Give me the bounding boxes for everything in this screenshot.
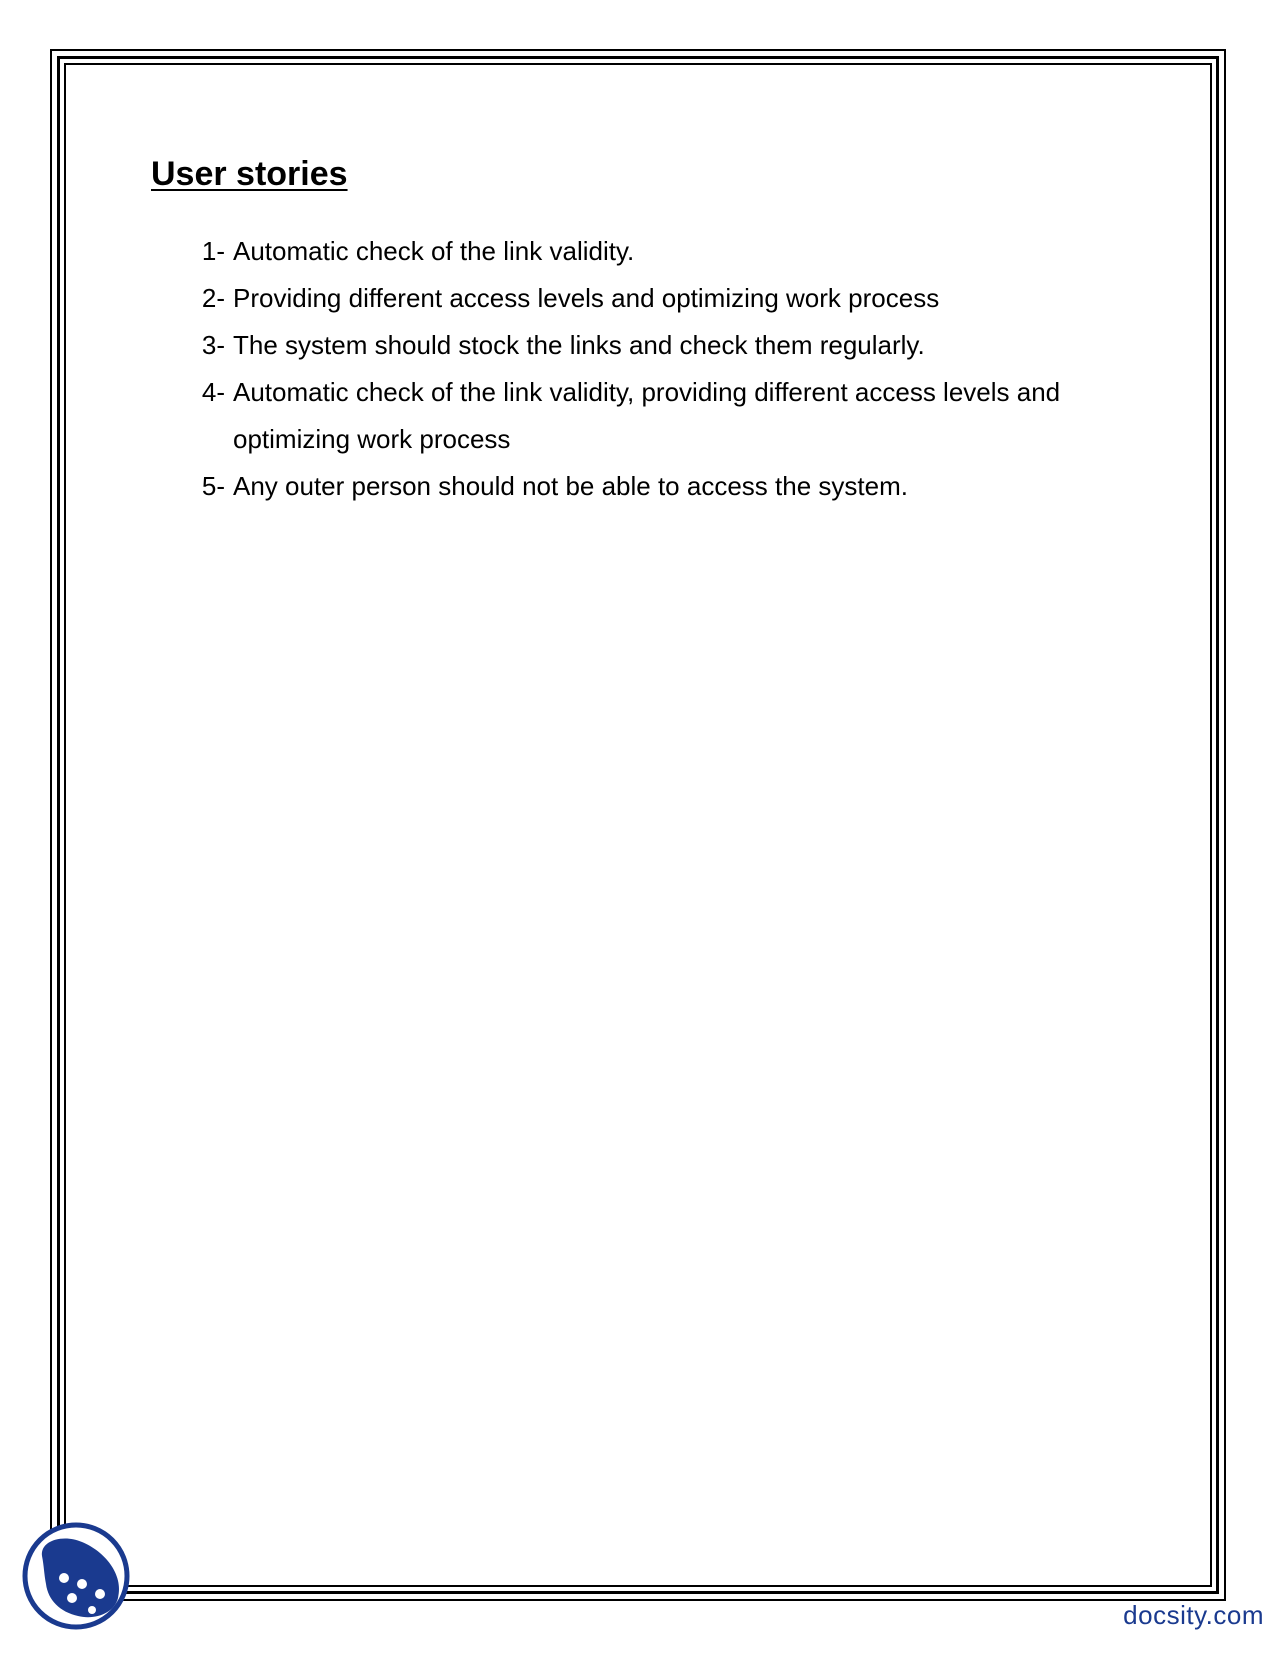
list-item-text: Automatic check of the link validity. [233,236,635,266]
list-item-text: Any outer person should not be able to access the system. [233,471,908,501]
list-item-number: 2- [201,283,225,313]
docsity-brand-link[interactable]: docsity.com [1123,1600,1264,1630]
list-item [189,228,1109,275]
list-item-text: Automatic check of the link validity, providing different access levels and optimizing work process [233,377,1061,454]
docsity-logo-icon[interactable] [20,1520,132,1632]
list-item [189,463,1109,510]
docsity-logo-graphic [20,1520,132,1632]
list-item [189,369,1109,463]
page-content [151,152,1151,501]
list-item-text: Providing different access levels and optimizing work process [233,283,940,313]
list-item-text: The system should stock the links and check them regularly. [233,330,925,360]
list-item [189,275,1109,322]
list-item-number: 5- [201,471,225,501]
list-item-number: 3- [201,330,225,360]
list-item-number: 4- [201,377,225,407]
list-item [189,322,1109,369]
user-stories-list [189,228,1109,510]
list-item-number: 1- [201,236,225,266]
page-title: User stories [151,155,348,193]
